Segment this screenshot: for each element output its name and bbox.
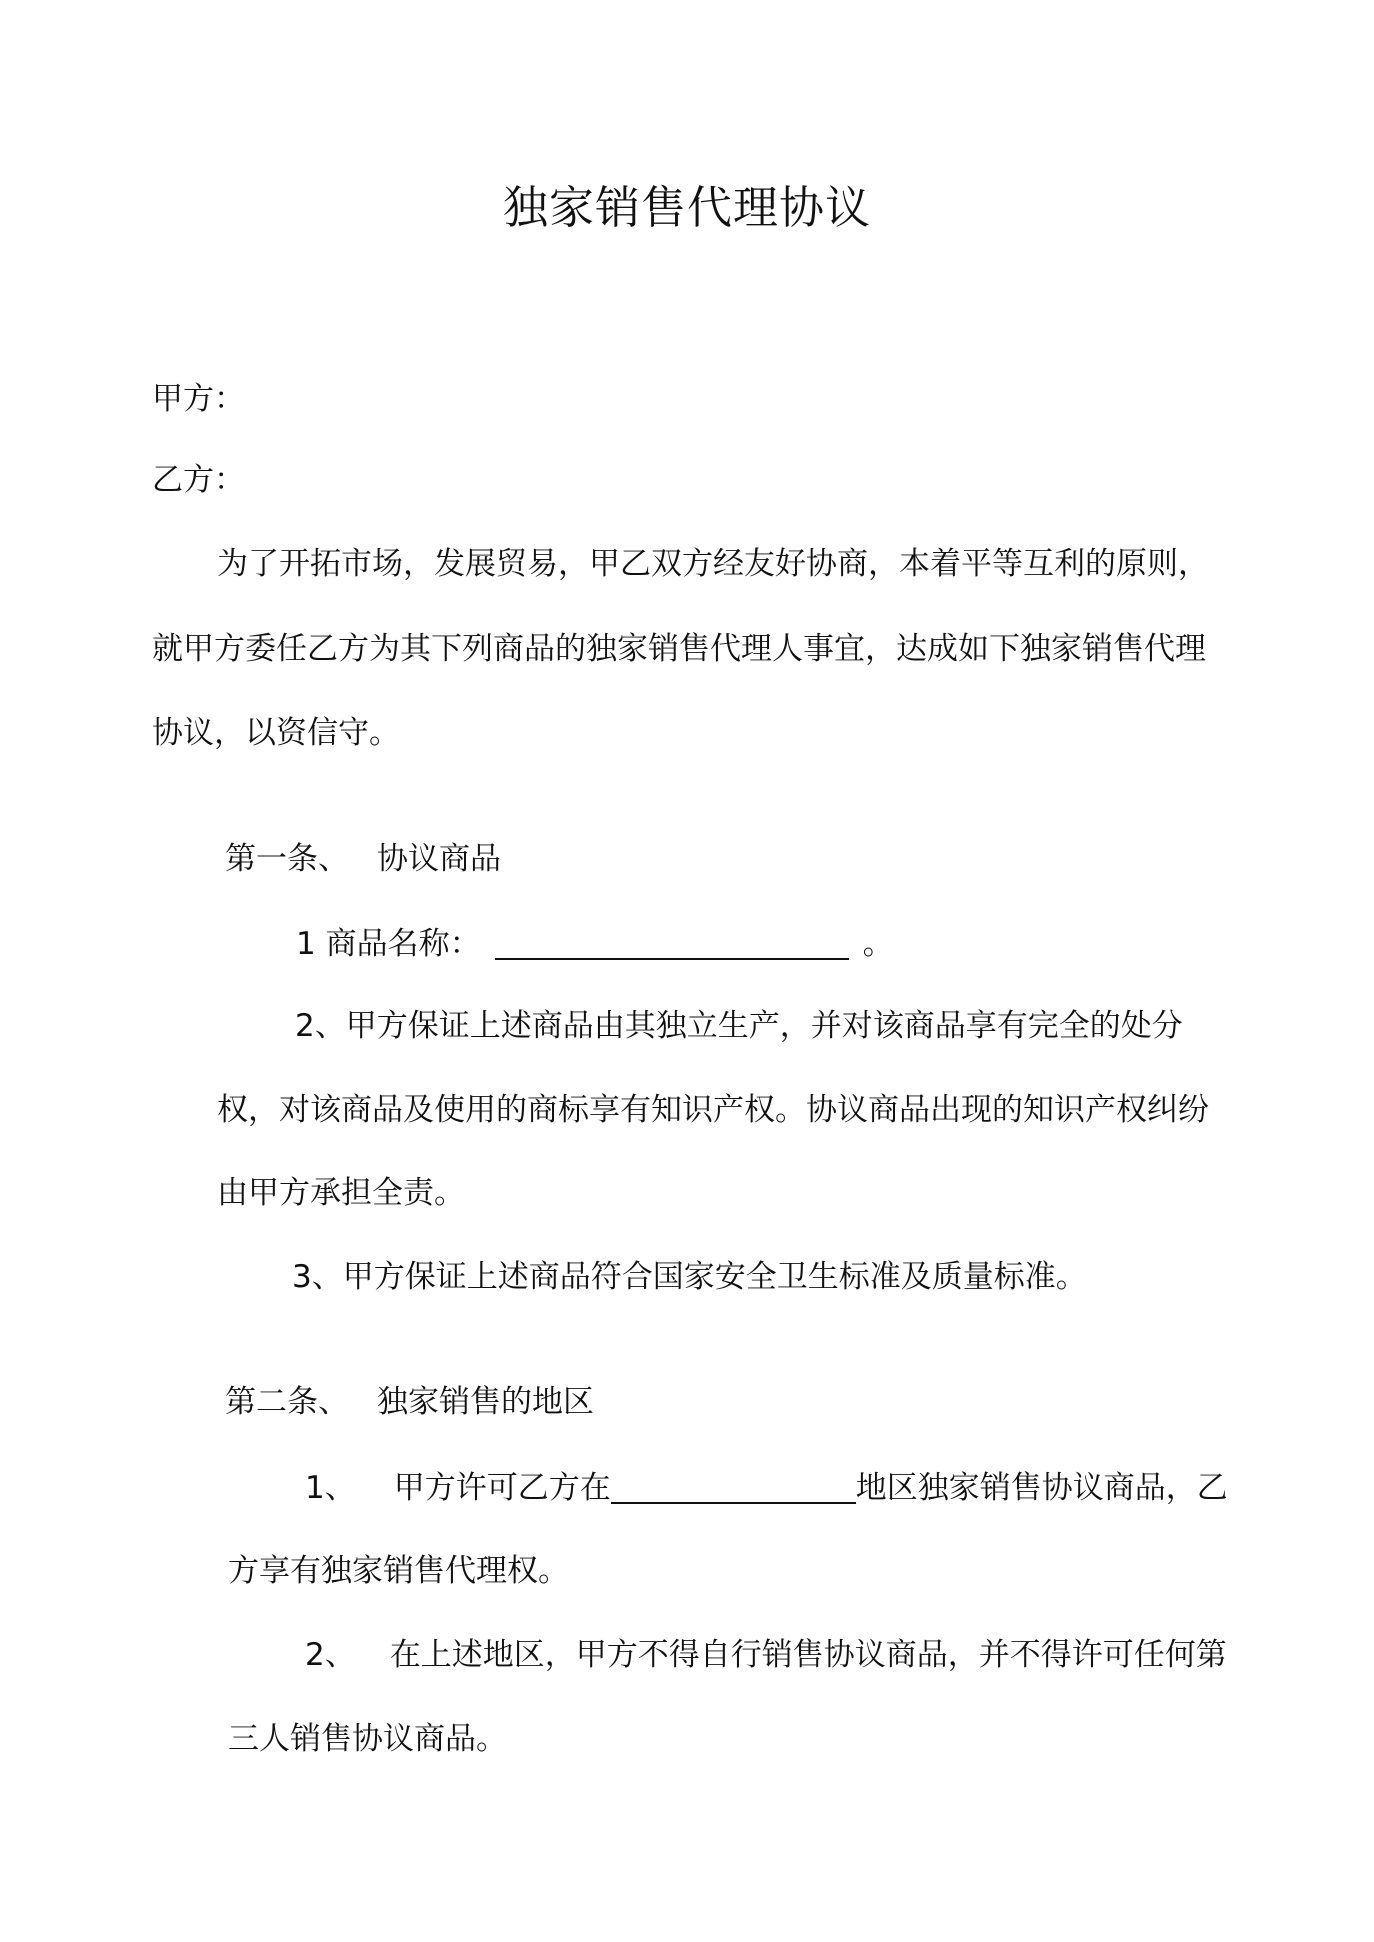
product-name-blank[interactable] (495, 928, 849, 960)
preamble-line-3: 协议，以资信守。 (152, 715, 400, 751)
article-2-item-2-line-2: 三人销售协议商品。 (228, 1721, 507, 1757)
item-1-end-mark: 。 (862, 926, 894, 962)
region-blank[interactable] (611, 1472, 856, 1504)
article-1-item-2-line-3: 由甲方承担全责。 (217, 1175, 465, 1211)
article-1-item-2-line-2: 权，对该商品及使用的商标享有知识产权。协议商品出现的知识产权纠纷 (217, 1092, 1209, 1128)
article-2-title: 独家销售的地区 (377, 1384, 594, 1420)
article-2-number: 第二条、 (225, 1384, 349, 1420)
document-title: 独家销售代理协议 (502, 181, 871, 234)
article-2-item-2 (305, 1637, 1227, 1673)
article-1-title: 协议商品 (377, 841, 501, 877)
article-1-item-1 (296, 928, 894, 960)
article-2-item-1 (305, 1472, 1228, 1504)
article-2-item-2-prefix: 2、 (305, 1637, 356, 1673)
article-1-heading (225, 841, 501, 877)
party-a-label: 甲方： (152, 381, 245, 417)
article-2-heading (225, 1384, 594, 1420)
article-1-number: 第一条、 (225, 841, 349, 877)
party-b-label: 乙方： (152, 462, 245, 498)
article-2-item-1-line-2: 方享有独家销售代理权。 (228, 1553, 569, 1589)
product-name-label: 1 商品名称： (296, 926, 481, 962)
preamble-line-2: 就甲方委任乙方为其下列商品的独家销售代理人事宜，达成如下独家销售代理 (152, 631, 1206, 667)
article-2-item-1-prefix: 1、 (305, 1470, 356, 1506)
article-2-item-2-text: 在上述地区，甲方不得自行销售协议商品，并不得许可任何第 (389, 1637, 1227, 1673)
article-2-item-1-text: 甲方许可乙方在 (393, 1470, 611, 1506)
article-1-item-2-line-1: 2、甲方保证上述商品由其独立生产，并对该商品享有完全的处分 (295, 1008, 1183, 1044)
article-1-item-3: 3、甲方保证上述商品符合国家安全卫生标准及质量标准。 (292, 1259, 1087, 1295)
article-2-item-1-text-after: 地区独家销售协议商品，乙 (855, 1470, 1228, 1506)
preamble-line-1: 为了开拓市场，发展贸易，甲乙双方经友好协商，本着平等互利的原则， (217, 546, 1209, 582)
